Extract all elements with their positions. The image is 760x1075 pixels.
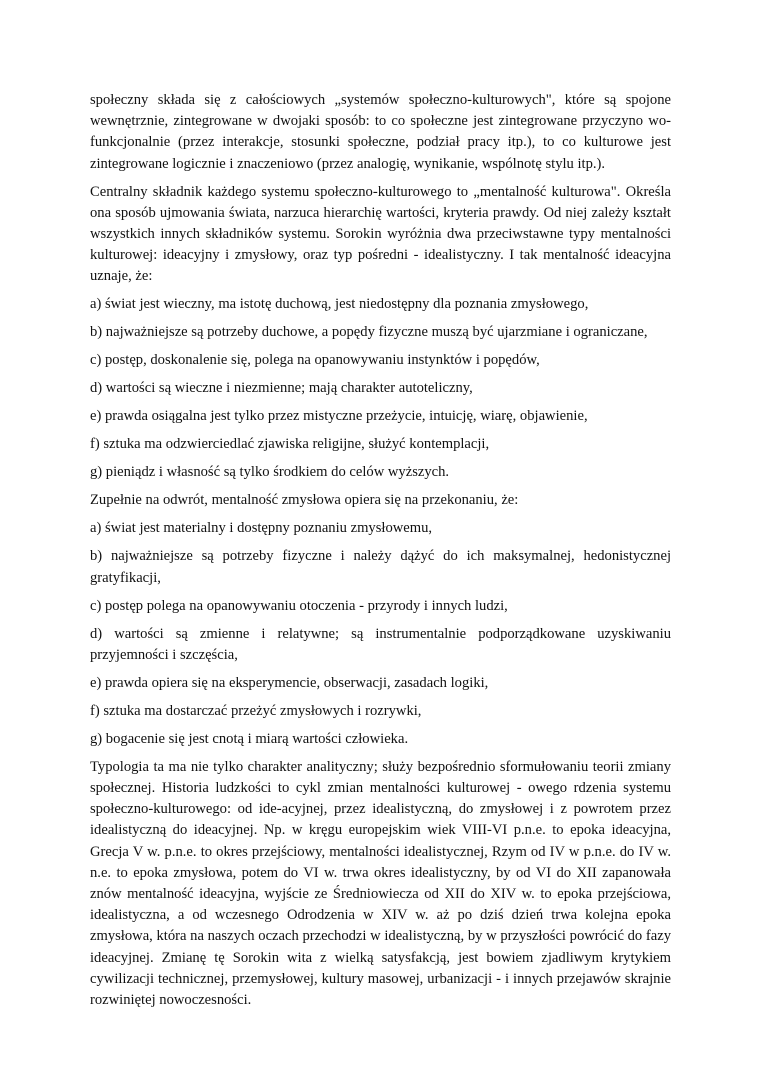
- list-item: d) wartości są wieczne i niezmienne; mają charakter autoteliczny,: [90, 380, 473, 397]
- list-item: f) sztuka ma dostarczać przeżyć zmysłowych i rozrywki,: [90, 702, 422, 719]
- list-item: c) postęp, doskonalenie się, polega na opanowywaniu instynktów i popędów,: [90, 352, 540, 369]
- list-item: g) pieniądz i własność są tylko środkiem do celów wyższych.: [90, 464, 450, 481]
- document-page: [90, 90, 671, 1018]
- list-item: f) sztuka ma odzwierciedlać zjawiska religijne, służyć kontemplacji,: [90, 436, 490, 453]
- list-item: b) najważniejsze są potrzeby fizyczne i należy dążyć do ich maksymalnej, hedonistycznej gratyfikacji,: [90, 548, 671, 586]
- list-item: e) prawda opiera się na eksperymencie, obserwacji, zasadach logiki,: [90, 674, 489, 691]
- paragraph-typology: Typologia ta ma nie tylko charakter analityczny; służy bezpośrednio sformułowaniu teorii zmiany społecznej. Historia ludzkości to cykl zmian mentalności kulturowej - owego rdzenia systemu społeczno-kulturowego: od ide-acyjnej, przez idealistyczną, do zmysłowej i z powrotem przez idealistyczną do ideacyjnej. Np. w kręgu europejskim wiek VIII-VI p.n.e. to epoka ideacyjna, Grecja V w. p.n.e. to okres przejściowy, mentalności idealistycznej, Rzym od IV w p.n.e. do IV w. n.e. to epoka zmysłowa, potem do VI w. trwa okres idealistyczny, by od VI do XII zapanowała znów mentalność ideacyjna, wyjście ze Średniowiecza od XII do XIV w. to epoka przejściowa, idealistyczna, a od wczesnego Odrodzenia w XIV w. aż po dziś dzień trwa kolejna epoka zmysłowa, która na naszych oczach przechodzi w idealistyczną, by w przyszłości powrócić do fazy ideacyjnej. Zmianę tę Sorokin wita z wielką satysfakcją, jest bowiem zjadliwym krytykiem cywilizacji technicznej, przemysłowej, kultury masowej, urbanizacji - i innych przejawów skrajnie rozwiniętej nowoczesności.: [90, 758, 671, 1009]
- list-item: b) najważniejsze są potrzeby duchowe, a popędy fizyczne muszą być ujarzmiane i ograniczane,: [90, 324, 648, 341]
- list-item: e) prawda osiągalna jest tylko przez mistyczne przeżycie, intuicję, wiarę, objawienie,: [90, 408, 588, 425]
- list-item: d) wartości są zmienne i relatywne; są instrumentalnie podporządkowane uzyskiwaniu przyjemności i szczęścia,: [90, 625, 671, 663]
- paragraph-central: Centralny składnik każdego systemu społeczno-kulturowego to „mentalność kulturowa". Określa ona sposób ujmowania świata, narzuca hierarchię wartości, kryteria prawdy. Od niej zależy kształt wszystkich innych składników systemu. Sorokin wyróżnia dwa przeciwstawne typy mentalności kulturowej: ideacyjny i zmysłowy, oraz typ pośredni - idealistyczny. I tak mentalność ideacyjna uznaje, że:: [90, 183, 671, 285]
- list-item: c) postęp polega na opanowywaniu otoczenia - przyrody i innych ludzi,: [90, 597, 508, 614]
- list-item: a) świat jest materialny i dostępny poznaniu zmysłowemu,: [90, 520, 433, 537]
- list-item: a) świat jest wieczny, ma istotę duchową, jest niedostępny dla poznania zmysłowego,: [90, 296, 589, 313]
- list-item: g) bogacenie się jest cnotą i miarą wartości człowieka.: [90, 730, 409, 747]
- paragraph-intro: społeczny składa się z całościowych „systemów społeczno-kulturowych", które są spojone wewnętrznie, zintegrowane w dwojaki sposób: to co społeczne jest zintegrowane przyczyno wo-funkcjonalnie (przez interakcje, stosunki społeczne, podział pracy itp.), to co kulturowe jest zintegrowane logicznie i znaczeniowo (przez analogię, wynikanie, wspólnotę stylu itp.).: [90, 92, 671, 172]
- paragraph-sensate-intro: Zupełnie na odwrót, mentalność zmysłowa opiera się na przekonaniu, że:: [90, 492, 519, 509]
